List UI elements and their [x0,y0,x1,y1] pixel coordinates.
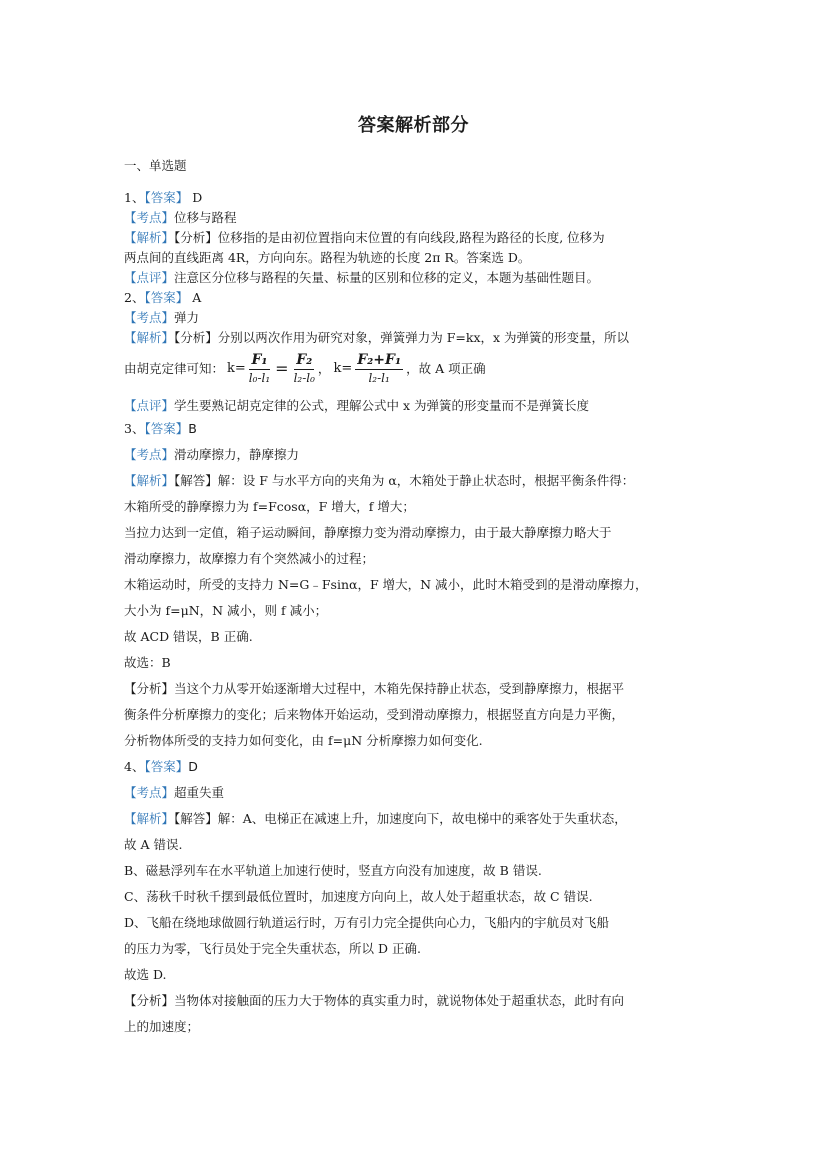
q2-number: 2、 [124,290,145,305]
q4-text-line-5: D、飞船在绕地球做圆行轨道运行时，万有引力完全提供向心力，飞船内的宇航员对飞船 [124,915,610,930]
q1-number: 1、 [124,190,145,205]
q1-kaodian-text: 位移与路程 [174,210,237,225]
q2-jiexi-tag: 【解析】 [124,330,175,345]
q4-answer-value: D [188,759,198,774]
q3-text-line-2: 木箱所受的静摩擦力为 f=Fcosα，F 增大，f 增大； [124,499,415,514]
q4-jiexi-tag: 【解析】 [124,811,175,826]
q1-answer-line [124,188,714,208]
answer-content [124,156,714,1040]
q4-text-line-6: 的压力为零，飞行员处于完全失重状态，所以 D 正确. [124,941,421,956]
q3-analysis-line-1: 【分析】当这个力从零开始逐渐增大过程中，木箱先保持静止状态，受到静摩擦力，根据平 [124,681,625,696]
q1-jiexi-tag: 【解析】 [124,230,175,245]
q3-kaodian-text: 滑动摩擦力，静摩擦力 [174,447,300,462]
q2-fraction-3 [355,352,403,385]
q1-answer-tag: 【答案】 [144,190,189,205]
q2-dianping-tag: 【点评】 [124,398,175,413]
q4-analysis-line-2: 上的加速度； [124,1019,200,1034]
q2-fraction-1 [249,352,270,385]
q4-text-line-3: B、磁悬浮列车在水平轨道上加速行使时，竖直方向没有加速度，故 B 错误. [124,863,542,878]
q4-kaodian-line [124,780,714,806]
q2-fraction-3-numerator: F₂+F₁ [357,351,402,368]
q1-jiexi-line [124,228,714,248]
q3-kaodian-line [124,442,714,468]
q3-text-line-8: 故选：B [124,655,171,670]
q3-answer-tag: 【答案】 [144,421,189,436]
q2-fraction-1-denominator: l₀-l₁ [248,370,271,385]
q1-kaodian-line [124,208,714,228]
q2-equals-sign: = [275,358,289,378]
q4-text-line-2: 故 A 错误. [124,837,183,852]
q3-jiexi-line [124,468,714,494]
q2-kaodian-line [124,308,714,328]
q2-k-label-2: k= [333,360,353,376]
q4-text-line-4: C、荡秋千时秋千摆到最低位置时，加速度方向向上，故人处于超重状态，故 C 错误. [124,889,593,904]
q2-jiexi-line [124,328,714,348]
q1-dianping-text: 注意区分位移与路程的矢量、标量的区别和位移的定义，本题为基础性题目。 [174,270,600,285]
q4-jiexi-line [124,806,714,832]
q2-formula-line [124,348,714,388]
q2-answer-tag: 【答案】 [144,290,189,305]
q3-jiexi-text-1: 【解答】解：设 F 与水平方向的夹角为 α，木箱处于静止状态时，根据平衡条件得： [174,473,635,488]
q4-jiexi-text-1: 【解答】解：A、电梯正在减速上升，加速度向下，故电梯中的乘客处于失重状态， [174,811,627,826]
q4-number: 4、 [124,759,145,774]
q2-answer-value: A [188,290,202,305]
page-title: 答案解析部分 [358,115,469,136]
q1-jiexi-text-1: 【分析】位移指的是由初位置指向末位置的有向线段,路程为路径的长度, 位移为 [174,230,605,245]
q1-answer-value: D [188,190,203,205]
q2-dianping-text: 学生要熟记胡克定律的公式，理解公式中 x 为弹簧的形变量而不是弹簧长度 [174,398,590,413]
q3-text-line-6: 大小为 f=μN，N 减小，则 f 减小； [124,603,328,618]
q3-analysis-line-3: 分析物体所受的支持力如何变化，由 f=μN 分析摩擦力如何变化. [124,733,483,748]
section-heading: 一、单选题 [124,158,187,173]
q2-formula-prefix: 由胡克定律可知： [124,361,225,376]
q1-jiexi-line-2: 两点间的直线距离 4R，方向向东。路程为轨迹的长度 2π R。答案选 D。 [124,250,531,265]
q2-formula-suffix: ，故 A 项正确 [406,361,486,376]
q2-fraction-3-denominator: l₂-l₁ [368,370,390,385]
q2-fraction-1-numerator: F₁ [251,351,268,368]
q3-answer-value: B [188,421,197,436]
q3-text-line-3: 当拉力达到一定值，箱子运动瞬间，静摩擦力变为滑动摩擦力，由于最大静摩擦力略大于 [124,525,612,540]
q3-analysis-line-2: 衡条件分析摩擦力的变化；后来物体开始运动，受到滑动摩擦力，根据竖直方向是力平衡， [124,707,625,722]
q2-jiexi-text-1: 【分析】分别以两次作用为研究对象，弹簧弹力为 F=kx，x 为弹簧的形变量，所以 [174,330,630,345]
q2-answer-line [124,288,714,308]
q3-kaodian-tag: 【考点】 [124,447,175,462]
q3-number: 3、 [124,421,145,436]
q2-kaodian-text: 弹力 [174,310,200,325]
q4-kaodian-tag: 【考点】 [124,785,175,800]
q3-jiexi-tag: 【解析】 [124,473,175,488]
q4-answer-tag: 【答案】 [144,759,189,774]
q2-fraction-2-numerator: F₂ [296,351,313,368]
q4-kaodian-text: 超重失重 [174,785,225,800]
q3-text-line-5: 木箱运动时，所受的支持力 N=G﹣Fsinα，F 增大，N 减小，此时木箱受到的是滑动摩擦力， [124,577,648,592]
q2-dianping-line [124,396,714,416]
q2-fraction-2-denominator: l₂-l₀ [293,370,315,385]
q3-text-line-7: 故 ACD 错误，B 正确. [124,629,253,644]
q4-answer-line [124,754,714,780]
q3-answer-line [124,416,714,442]
q2-kaodian-tag: 【考点】 [124,310,175,325]
q2-k-label-1: k= [227,360,246,376]
q1-kaodian-tag: 【考点】 [124,210,175,225]
q4-analysis-line-1: 【分析】当物体对接触面的压力大于物体的真实重力时，就说物体处于超重状态，此时有向 [124,993,625,1008]
q1-dianping-line [124,268,714,288]
q2-fraction-2 [294,352,315,385]
q3-text-line-4: 滑动摩擦力，故摩擦力有个突然减小的过程； [124,551,375,566]
q2-separator: ， [317,361,331,376]
q4-text-line-7: 故选 D. [124,967,167,982]
q1-dianping-tag: 【点评】 [124,270,175,285]
